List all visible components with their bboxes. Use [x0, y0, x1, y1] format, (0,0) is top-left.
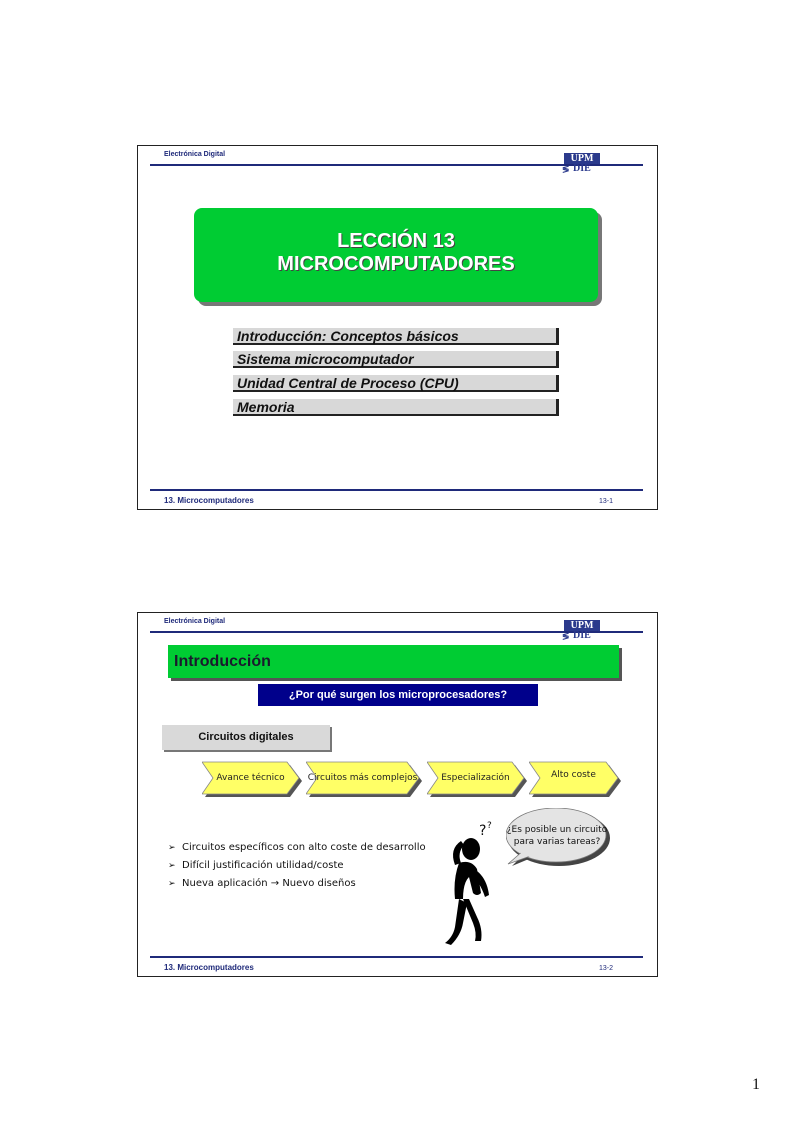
logo-die: DIE	[573, 630, 591, 641]
slide-2	[137, 612, 658, 977]
flow-step-3	[427, 759, 531, 799]
upm-die-logo	[562, 153, 601, 174]
flow-step-label: Especialización	[441, 773, 510, 783]
bubble-text: ¿Es posible un circuito para varias tareas?	[506, 825, 608, 847]
list-item: ➢ Circuitos específicos con alto coste de desarrollo	[168, 839, 426, 857]
course-header: Electrónica Digital	[164, 618, 226, 625]
toc-item: Memoria	[233, 399, 559, 416]
lesson-number: LECCIÓN 13	[337, 230, 455, 252]
bullet-list	[168, 839, 426, 893]
footer-rule	[150, 489, 643, 491]
arrow-bullet-icon: ➢	[168, 861, 176, 871]
question-banner: ¿Por qué surgen los microprocesadores?	[258, 684, 538, 706]
footer-title: 13. Microcomputadores	[164, 496, 254, 505]
flow-step-4	[529, 759, 625, 799]
flow-step-1	[202, 759, 306, 799]
speech-bubble	[506, 808, 608, 864]
lesson-title-box	[194, 208, 598, 302]
arrow-bullet-icon: ➢	[168, 879, 176, 889]
logo-die: DIE	[573, 163, 591, 174]
slide-number: 13-1	[598, 498, 613, 505]
svg-text:?: ?	[487, 821, 492, 831]
logo-upm: UPM	[564, 620, 600, 631]
footer-title: 13. Microcomputadores	[164, 963, 254, 972]
flow-step-2	[306, 759, 426, 799]
section-heading: Introducción	[168, 645, 619, 678]
flow-step-label: Alto coste	[551, 770, 596, 780]
toc-item: Unidad Central de Proceso (CPU)	[233, 375, 559, 392]
slide-number: 13-2	[598, 965, 613, 972]
page-number: 1	[752, 1076, 760, 1093]
lesson-title: MICROCOMPUTADORES	[277, 253, 515, 275]
upm-die-logo	[562, 620, 601, 641]
flow-step-label: Circuitos más complejos	[307, 773, 418, 783]
flow-step-label: Avance técnico	[216, 773, 285, 783]
footer-rule	[150, 956, 643, 958]
arrow-bullet-icon: ➢	[168, 843, 176, 853]
course-header: Electrónica Digital	[164, 151, 226, 158]
section-label: Circuitos digitales	[162, 725, 330, 750]
toc-item: Introducción: Conceptos básicos	[233, 328, 559, 345]
logo-mark-icon: ≶	[562, 164, 570, 174]
list-item: ➢ Difícil justificación utilidad/coste	[168, 857, 426, 875]
slide-1	[137, 145, 658, 510]
toc-item: Sistema microcomputador	[233, 351, 559, 368]
list-item: ➢ Nueva aplicación → Nuevo diseños	[168, 875, 426, 893]
thinking-person-icon	[433, 819, 503, 949]
logo-upm: UPM	[564, 153, 600, 164]
svg-text:?: ?	[479, 823, 487, 839]
logo-mark-icon: ≶	[562, 631, 570, 641]
